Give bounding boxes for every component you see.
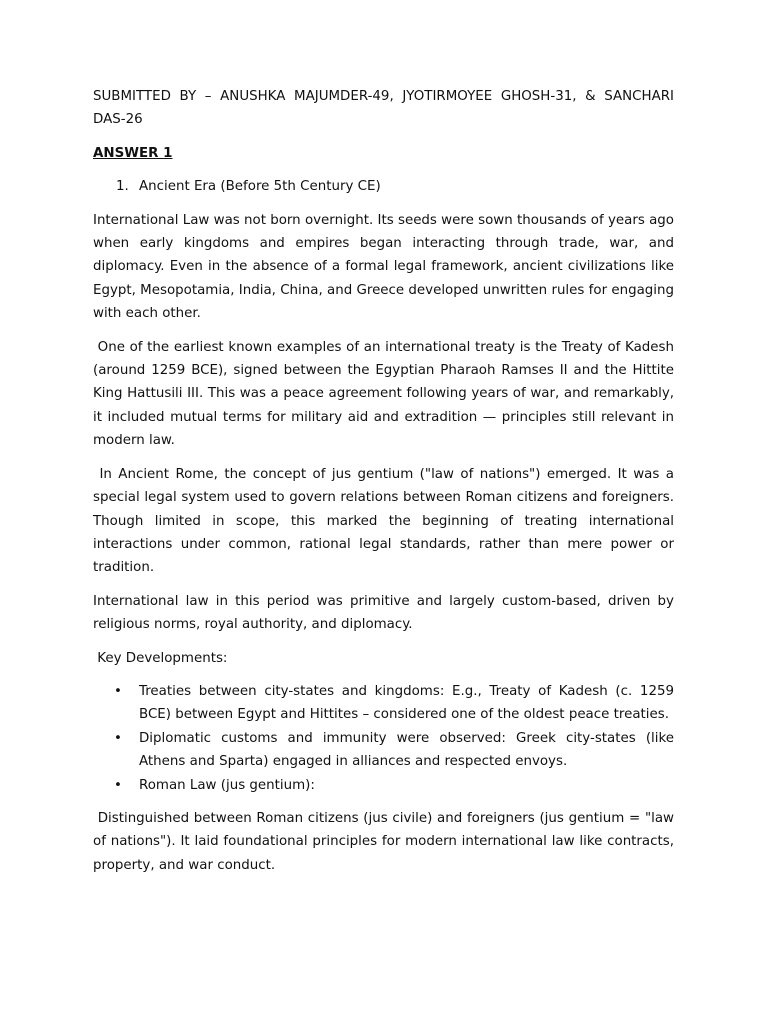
list-item — [93, 727, 674, 774]
list-item-text: Roman Law (jus gentium): — [139, 777, 315, 793]
section-title: Ancient Era (Before 5th Century CE) — [139, 179, 381, 195]
answer-heading: ANSWER 1 — [93, 145, 173, 161]
paragraph-rome: In Ancient Rome, the concept of jus gentium ("law of nations") emerged. It was a special legal system used to govern relations between Roman citizens and foreigners. Though limited in scope, this marked the beginning of treating international interactions under common, rational legal standards, rather than mere power or tradition. — [93, 466, 679, 576]
document-page — [93, 85, 679, 887]
bullet-icon: • — [114, 730, 122, 746]
list-item-text: Treaties between city-states and kingdoms: E.g., Treaty of Kadesh (c. 1259 BCE) between Egypt and Hittites – considered one of the oldest peace treaties. — [139, 683, 674, 723]
list-item — [93, 680, 674, 727]
paragraph-kadesh: One of the earliest known examples of an international treaty is the Treaty of Kadesh (around 1259 BCE), signed between the Egyptian Pharaoh Ramses II and the Hittite King Hattusili III. This was a peace agreement following years of war, and remarkably, it included mutual terms for military aid and extradition — principles still relevant in modern law. — [93, 339, 679, 449]
bullet-icon: • — [114, 777, 122, 793]
key-developments-heading: Key Developments: — [93, 650, 228, 666]
key-developments-list — [93, 680, 674, 797]
paragraph-roman-law: Distinguished between Roman citizens (jus civile) and foreigners (jus gentium = "law of nations"). It laid foundational principles for modern international law like contracts, property, and war conduct. — [93, 810, 679, 873]
section-list — [93, 175, 674, 198]
paragraph-origins: International Law was not born overnight. Its seeds were sown thousands of years ago when early kingdoms and empires began interacting through trade, war, and diplomacy. Even in the absence of a formal legal framework, ancient civilizations like Egypt, Mesopotamia, India, China, and Greece developed unwritten rules for engaging with each other. — [93, 212, 674, 322]
submitted-by-line: SUBMITTED BY – ANUSHKA MAJUMDER-49, JYOTIRMOYEE GHOSH-31, & SANCHARI DAS-26 — [93, 89, 674, 128]
list-item — [93, 774, 674, 797]
list-item-text: Diplomatic customs and immunity were observed: Greek city-states (like Athens and Sparta) engaged in alliances and respected envoys. — [139, 730, 674, 770]
bullet-icon: • — [114, 683, 122, 699]
section-item — [93, 175, 674, 198]
section-number: 1. — [116, 179, 129, 195]
paragraph-summary: International law in this period was primitive and largely custom-based, driven by religious norms, royal authority, and diplomacy. — [93, 593, 674, 633]
